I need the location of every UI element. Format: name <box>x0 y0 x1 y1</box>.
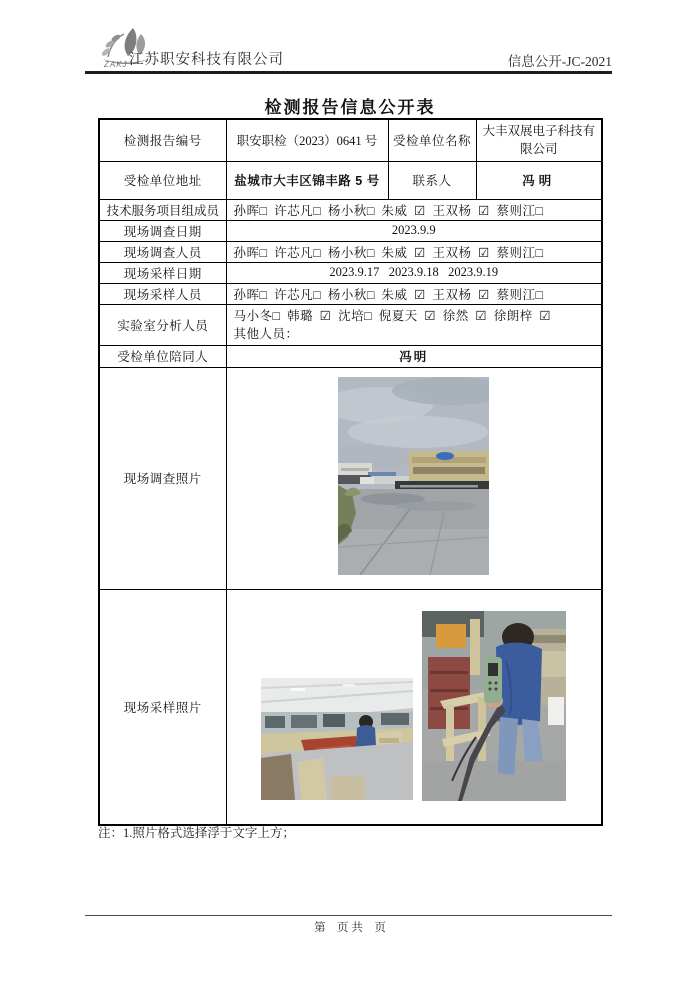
survey-staff-members: 孙晖□ 许芯凡□ 杨小秋□ 朱威 ☑ 王双杨 ☑ 蔡则江□ <box>226 241 602 262</box>
company-name: 江苏职安科技有限公司 <box>129 52 284 68</box>
survey-photo-image <box>338 377 489 575</box>
sampling-staff-members: 孙晖□ 许芯凡□ 杨小秋□ 朱威 ☑ 王双杨 ☑ 蔡则江□ <box>226 283 602 304</box>
table-row <box>99 199 602 220</box>
team-members: 孙晖□ 许芯凡□ 杨小秋□ 朱威 ☑ 王双杨 ☑ 蔡则江□ <box>226 199 602 220</box>
survey-date-label: 现场调查日期 <box>99 220 226 241</box>
footnote: 注：1.照片格式选择浮于文字上方； <box>98 826 295 840</box>
survey-photo-label: 现场调查照片 <box>99 367 226 589</box>
page-title: 检测报告信息公开表 <box>264 98 436 117</box>
escort-value: 冯明 <box>226 345 602 367</box>
unit-address-label: 受检单位地址 <box>99 161 226 199</box>
table-row <box>99 262 602 283</box>
lab-analysts-members: 马小冬□ 韩璐 ☑ 沈培□ 倪夏天 ☑ 徐然 ☑ 徐朗梓 ☑ <box>233 308 552 323</box>
table-row <box>99 119 602 161</box>
sampling-photo-image-1 <box>261 678 413 800</box>
team-label: 技术服务项目组成员 <box>99 199 226 220</box>
report-no-value: 职安职检（2023）0641 号 <box>226 119 388 161</box>
unit-name-value: 大丰双展电子科技有限公司 <box>476 119 602 161</box>
table-row <box>99 241 602 262</box>
logo-zakj-text: ZAKJ <box>104 60 128 69</box>
report-no-label: 检测报告编号 <box>99 119 226 161</box>
contact-label: 联系人 <box>388 161 476 199</box>
sampling-photo-cell <box>226 589 602 825</box>
table-row <box>99 283 602 304</box>
sampling-date-value: 2023.9.17 2023.9.18 2023.9.19 <box>226 262 602 283</box>
header-rule <box>85 71 612 74</box>
table-row <box>99 220 602 241</box>
table-row <box>99 367 602 589</box>
sampling-staff-label: 现场采样人员 <box>99 283 226 304</box>
escort-label: 受检单位陪同人 <box>99 345 226 367</box>
unit-address-value: 盐城市大丰区锦丰路 5 号 <box>226 161 388 199</box>
table-row <box>99 304 602 345</box>
document-code: 信息公开-JC-2021 <box>507 54 612 69</box>
table-row <box>99 161 602 199</box>
lab-other-staff-line: 其他人员： <box>233 326 299 341</box>
sampling-photo-label: 现场采样照片 <box>99 589 226 825</box>
unit-name-label: 受检单位名称 <box>388 119 476 161</box>
survey-staff-label: 现场调查人员 <box>99 241 226 262</box>
table-row <box>99 345 602 367</box>
survey-photo-cell <box>226 367 602 589</box>
survey-date-value: 2023.9.9 <box>226 220 602 241</box>
table-row <box>99 589 602 825</box>
sampling-photo-image-2 <box>422 611 566 801</box>
contact-value: 冯明 <box>476 161 602 199</box>
sampling-date-label: 现场采样日期 <box>99 262 226 283</box>
footer-rule <box>85 915 612 916</box>
lab-analysts-cell <box>226 304 602 345</box>
sampling-photo-group <box>227 591 602 823</box>
footer-page-number: 第 页 共 页 <box>314 922 386 934</box>
lab-analysts-label: 实验室分析人员 <box>99 304 226 345</box>
report-table <box>98 118 603 826</box>
